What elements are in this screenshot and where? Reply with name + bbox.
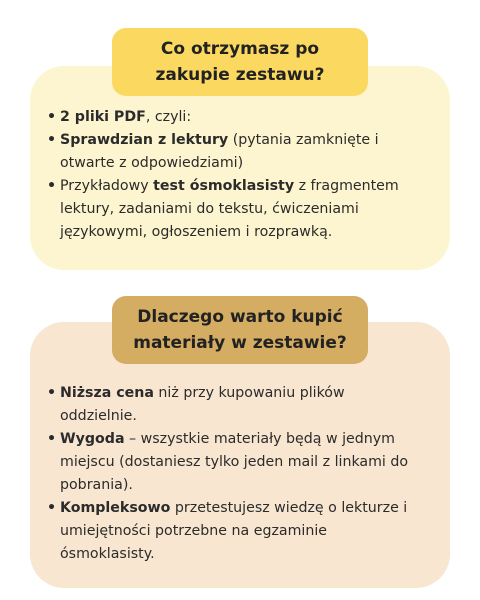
section2-list [47,382,420,566]
item-bold: Wygoda [60,431,125,447]
item-bold: Sprawdzian z lektury [60,132,229,148]
item-bold: test ósmoklasisty [153,178,295,194]
bullet-icon: • [47,385,57,401]
item-bold: 2 pliki PDF [60,109,146,125]
list-item [47,497,420,566]
item-text: niż przy kupowaniu plików oddzielnie. [60,385,345,424]
bullet-icon: • [47,109,57,125]
list-item [47,129,420,175]
section1-list [47,106,420,244]
item-text: , czyli: [145,109,192,125]
item-text: przetestujesz wiedzę o lekturze i umiejętności potrzebne na egzaminie ósmoklasisty. [60,500,408,562]
item-bold: Kompleksowo [60,500,171,516]
bullet-icon: • [47,132,57,148]
item-text: (pytania zamknięte i otwarte z odpowiedziami) [60,132,379,171]
list-item [47,106,420,129]
item-text: z fragmentem lektury, zadaniami do tekstu, ćwiczeniami językowymi, ogłoszeniem i rozprawką. [60,178,399,240]
bullet-icon: • [47,178,57,194]
item-bold: Niższa cena [60,385,154,401]
bullet-icon: • [47,500,57,516]
item-text: – wszystkie materiały będą w jednym miejscu (dostaniesz tylko jeden mail z linkami do pobrania). [60,431,409,493]
item-text: Przykładowy [60,178,154,194]
section2-title: Dlaczego warto kupić materiały w zestawie? [112,296,368,364]
bullet-icon: • [47,431,57,447]
list-item [47,382,420,428]
list-item [47,428,420,497]
section1-title: Co otrzymasz po zakupie zestawu? [112,28,368,96]
list-item [47,175,420,244]
